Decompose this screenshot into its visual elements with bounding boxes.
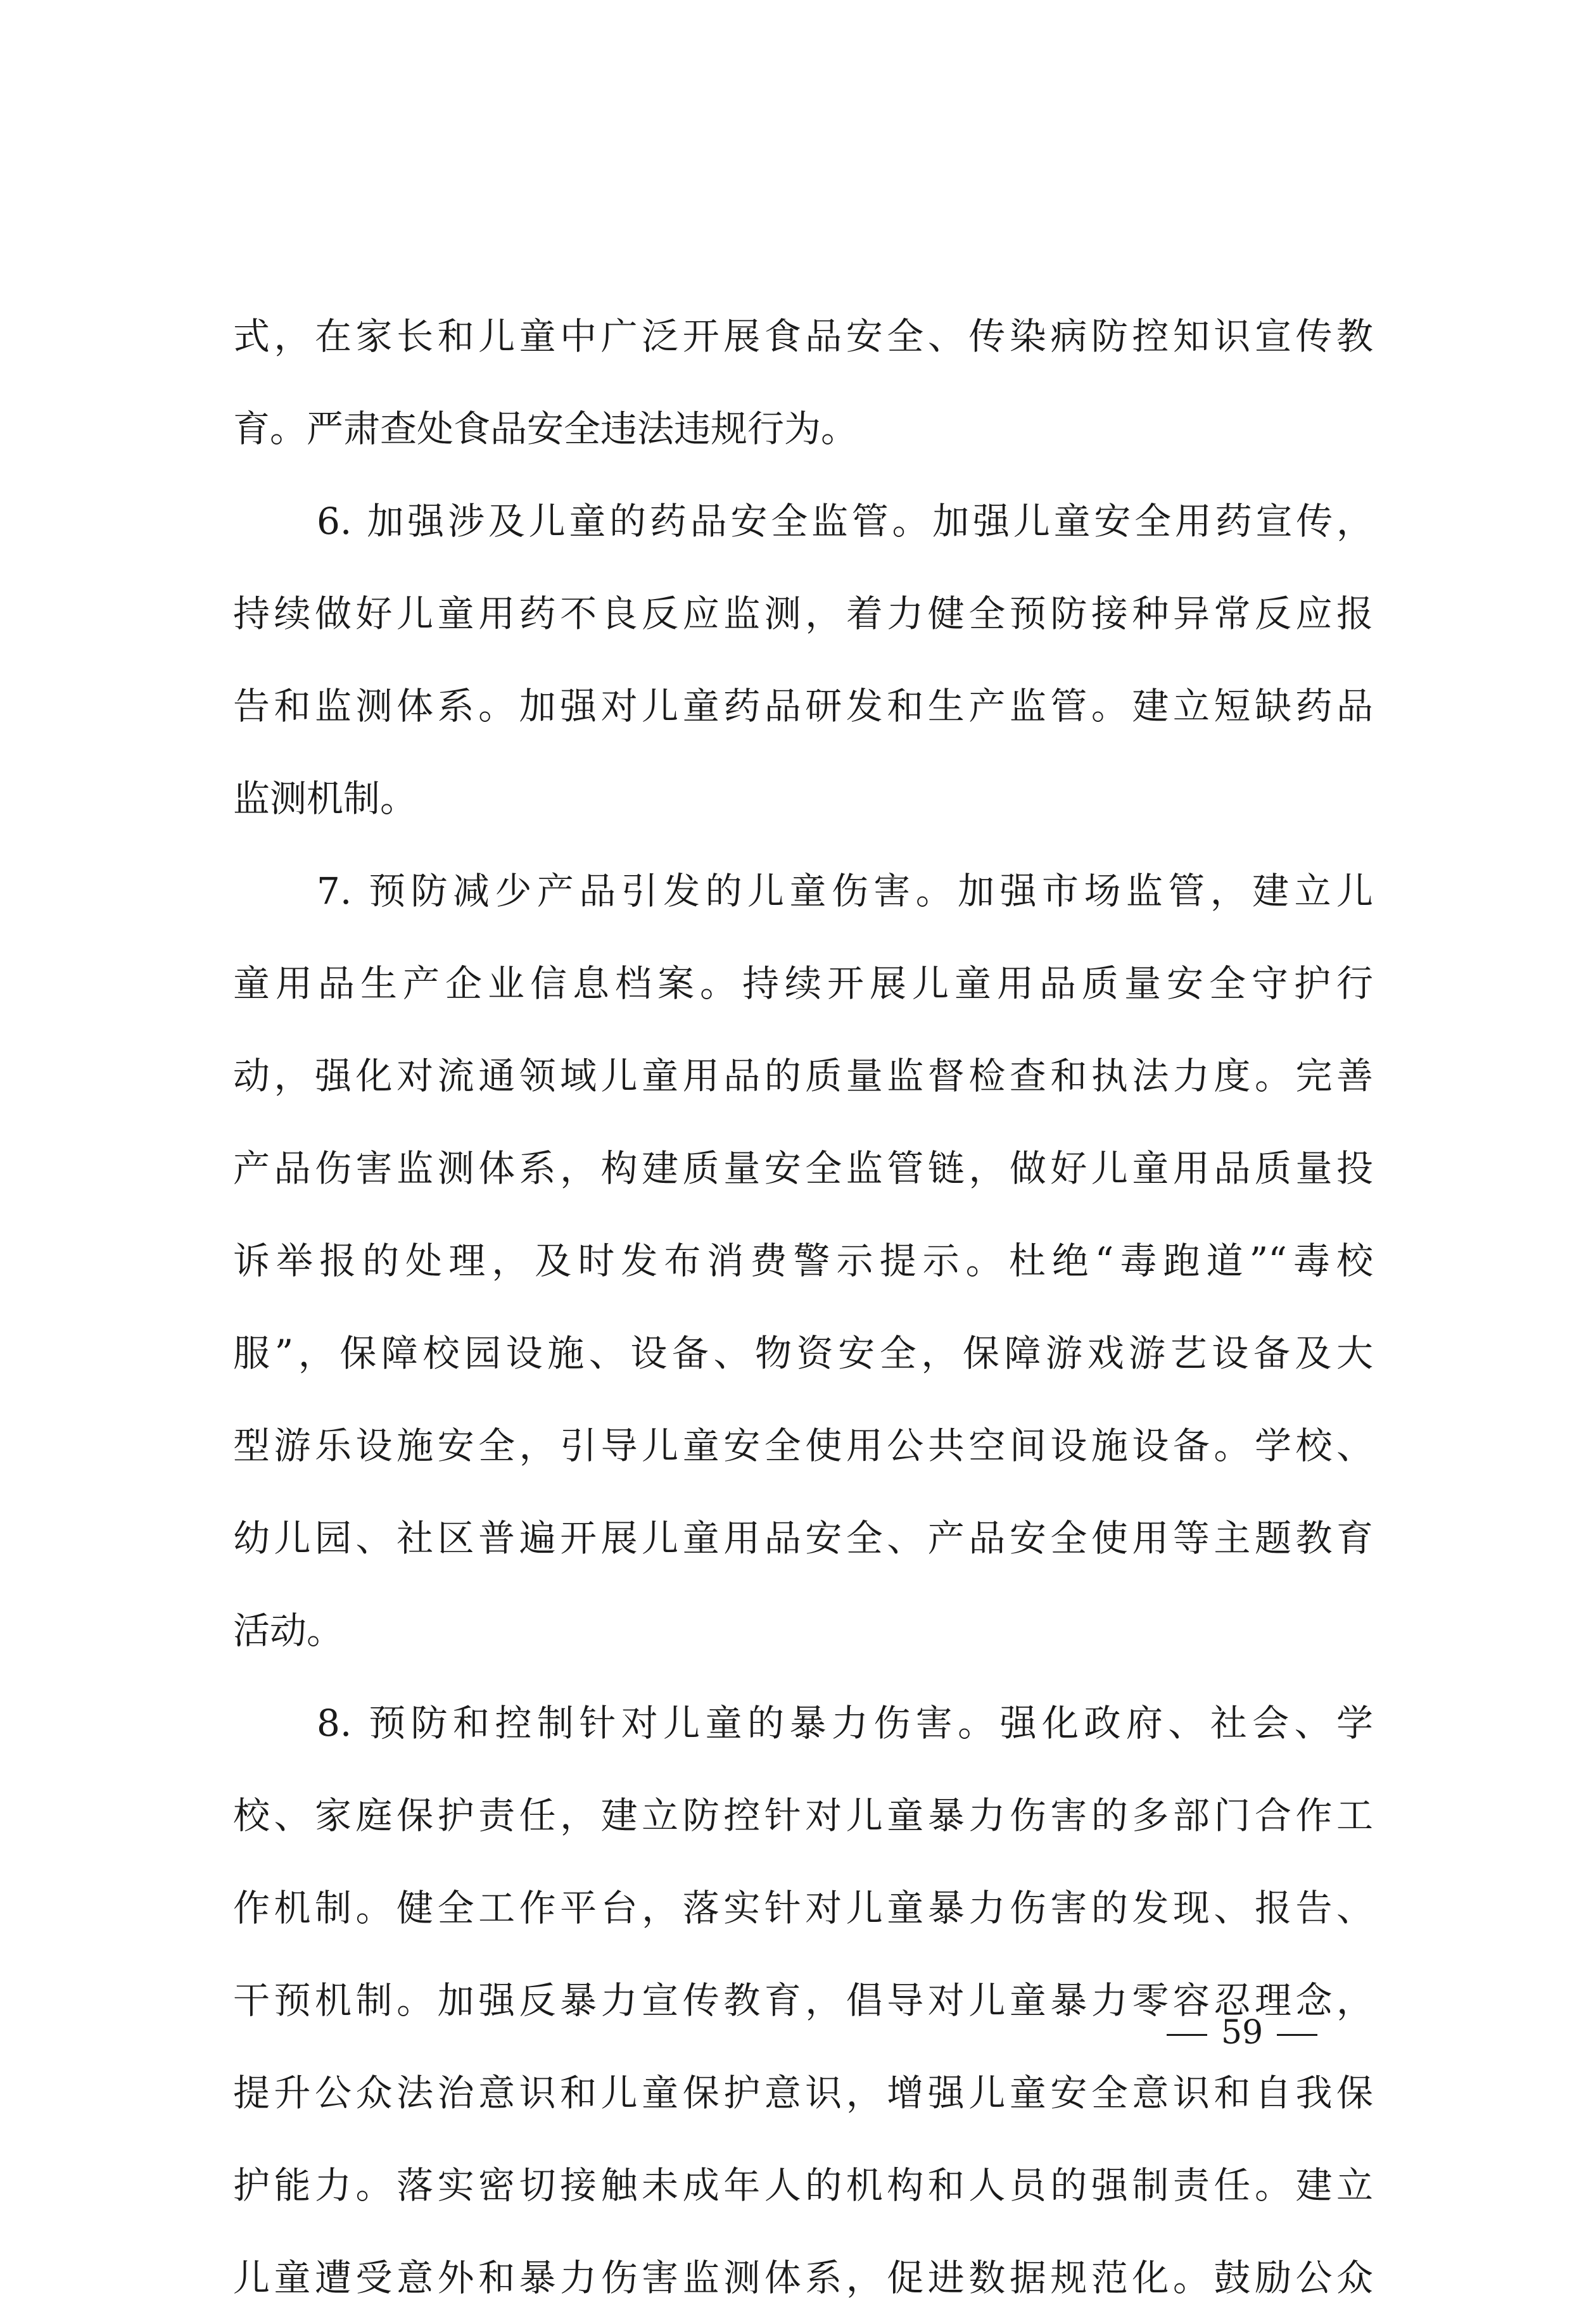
page-number-dash-right xyxy=(1277,2034,1317,2036)
text-line: 童用品生产企业信息档案。持续开展儿童用品质量安全守护行 xyxy=(233,962,1373,1005)
text-line: 干预机制。加强反暴力宣传教育，倡导对儿童暴力零容忍理念， xyxy=(233,1979,1373,2022)
text-line: 告和监测体系。加强对儿童药品研发和生产监管。建立短缺药品 xyxy=(233,685,1373,728)
text-line: 服”，保障校园设施、设备、物资安全，保障游戏游艺设备及大 xyxy=(233,1332,1373,1375)
page-number-dash-left xyxy=(1167,2034,1207,2036)
text-line: 作机制。健全工作平台，落实针对儿童暴力伤害的发现、报告、 xyxy=(233,1886,1373,1929)
paragraph xyxy=(233,475,1373,845)
text-line: 产品伤害监测体系，构建质量安全监管链，做好儿童用品质量投 xyxy=(233,1147,1373,1190)
text-line: 诉举报的处理，及时发布消费警示提示。杜绝“毒跑道”“毒校 xyxy=(233,1239,1373,1282)
text-line: 儿童遭受意外和暴力伤害监测体系，促进数据规范化。鼓励公众 xyxy=(233,2256,1373,2299)
page-number-value: 59 xyxy=(1221,2014,1264,2052)
text-line: 持续做好儿童用药不良反应监测，着力健全预防接种异常反应报 xyxy=(233,592,1373,635)
text-line: 8. 预防和控制针对儿童的暴力伤害。强化政府、社会、学 xyxy=(317,1702,1373,1745)
text-line: 动，强化对流通领域儿童用品的质量监督检查和执法力度。完善 xyxy=(233,1054,1373,1097)
paragraph xyxy=(233,290,1373,475)
paragraph xyxy=(233,1677,1373,2324)
paragraph xyxy=(233,845,1373,1677)
text-line: 式，在家长和儿童中广泛开展食品安全、传染病防控知识宣传教 xyxy=(233,315,1373,358)
page-number xyxy=(1153,2007,1331,2058)
text-line: 型游乐设施安全，引导儿童安全使用公共空间设施设备。学校、 xyxy=(233,1424,1373,1467)
text-line: 活动。 xyxy=(233,1609,344,1652)
text-line: 监测机制。 xyxy=(233,777,417,820)
text-line: 护能力。落实密切接触未成年人的机构和人员的强制责任。建立 xyxy=(233,2164,1373,2207)
text-line: 育。严肃查处食品安全违法违规行为。 xyxy=(233,407,858,450)
text-line: 幼儿园、社区普遍开展儿童用品安全、产品安全使用等主题教育 xyxy=(233,1517,1373,1560)
text-line: 7. 预防减少产品引发的儿童伤害。加强市场监管，建立儿 xyxy=(317,869,1373,913)
text-line: 校、家庭保护责任，建立防控针对儿童暴力伤害的多部门合作工 xyxy=(233,1794,1373,1837)
text-line: 提升公众法治意识和儿童保护意识，增强儿童安全意识和自我保 xyxy=(233,2071,1373,2114)
text-line: 6. 加强涉及儿童的药品安全监管。加强儿童安全用药宣传， xyxy=(317,500,1373,543)
